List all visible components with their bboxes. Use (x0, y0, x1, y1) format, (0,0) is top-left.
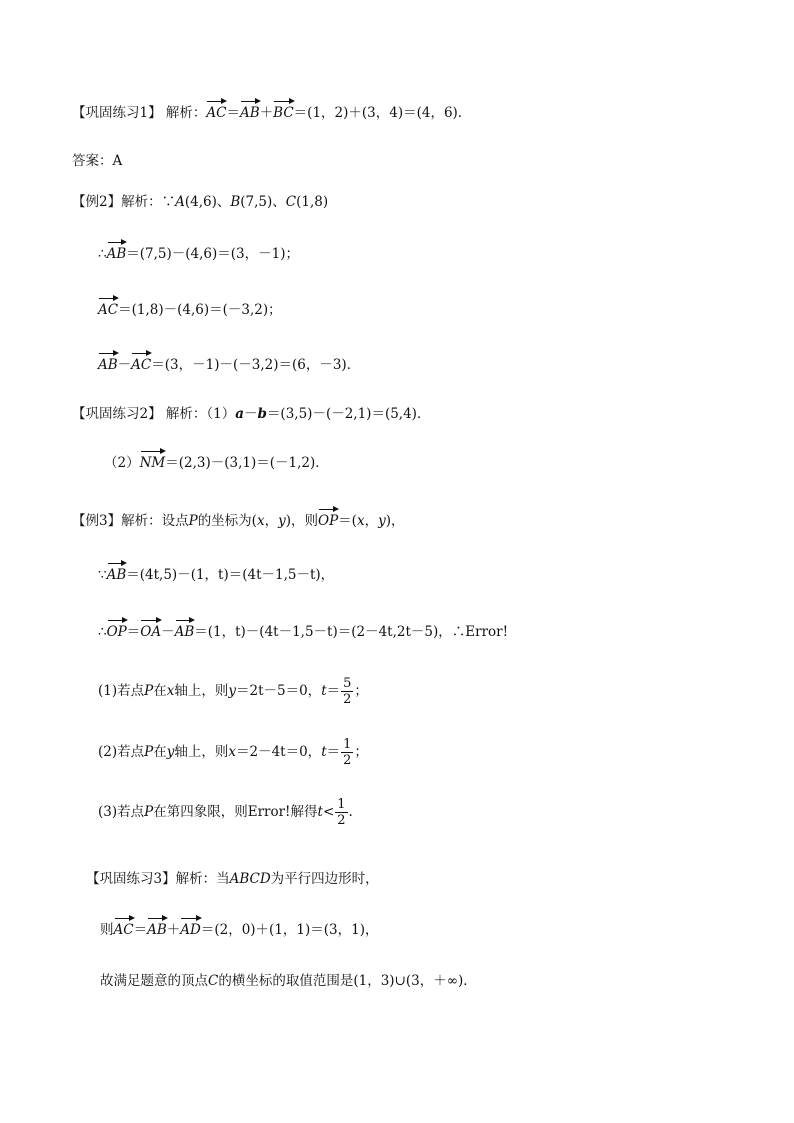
vector-ac: AC (113, 922, 134, 938)
vector-ab: AB (106, 567, 127, 583)
answer-text: 答案：A (72, 153, 123, 169)
fraction: $\frac{1}{2}$ (337, 797, 346, 828)
vector-ad: AD (180, 922, 201, 938)
line-example3: 【例3】解析：设点P的坐标为(x，y)，则OP＝(x，y)， (72, 513, 405, 529)
vector-op: OP (318, 513, 339, 529)
vector-ab: AB (174, 624, 195, 640)
line-practice2-part2: （2）NM＝(2,3)－(3,1)＝(－1,2)． (104, 455, 329, 471)
line-op: ∴OP＝OA－AB＝(1，t)－(4t－1,5－t)＝(2－4t,2t－5)，∴Error! (98, 624, 509, 640)
vector-ac: AC (206, 105, 227, 121)
line-ab: ∴AB＝(7,5)－(4,6)＝(3，－1)； (98, 246, 299, 262)
expression: ＝(1，2)＋(3，4)＝(4，6)． (293, 105, 472, 121)
line-case3: (3)若点P在第四象限，则Error!解得t< $\frac{1}{2}$ . (98, 797, 353, 828)
tag: 【巩固练习3】 (86, 871, 176, 887)
line-practice2: 【巩固练习2】 解析：（1）a－b＝(3,5)－(－2,1)＝(5,4)． (72, 406, 431, 422)
line-case1: (1)若点P在x轴上，则y＝2t－5＝0，t＝ $\frac{5}{2}$ ； (98, 676, 368, 707)
label: 解析： (165, 105, 207, 121)
line-example2: 【例2】解析：∵A(4,6)、B(7,5)、C(1,8) (72, 194, 329, 210)
tag: 【巩固练习1】 (72, 105, 162, 121)
vector-ac: AC (98, 302, 119, 318)
vector-ac: AC (131, 357, 152, 373)
fraction: $\frac{1}{2}$ (343, 737, 352, 768)
tag: 【例3】 (72, 513, 122, 529)
line-ab-param: ∵AB＝(4t,5)－(1，t)＝(4t－1,5－t)， (98, 567, 335, 583)
line-answer (72, 152, 122, 170)
vector-ab: AB (239, 105, 260, 121)
vector-bc: BC (273, 105, 294, 121)
vector-ab: AB (106, 246, 127, 262)
fraction: $\frac{5}{2}$ (343, 676, 352, 707)
line-case2: (2)若点P在y轴上，则x＝2－4t＝0，t＝ $\frac{1}{2}$ ； (98, 737, 368, 768)
line-ac: AC＝(1,8)－(4,6)＝(－3,2)； (98, 302, 282, 318)
line-practice3: 【巩固练习3】解析：当ABCD为平行四边形时， (86, 871, 379, 887)
vector-ab: AB (147, 922, 167, 938)
vector-nm: NM (139, 455, 166, 471)
line-ac-sum: 则AC＝AB＋AD＝(2，0)＋(1，1)＝(3，1)， (100, 922, 379, 938)
tag: 【例2】 (72, 194, 122, 210)
line-practice1: 【巩固练习1】 解析：AC＝AB＋BC＝(1，2)＋(3，4)＝(4，6)． (72, 105, 472, 121)
line-ab-minus-ac: AB－AC＝(3，－1)－(－3,2)＝(6，－3)． (98, 357, 361, 373)
line-range: 故满足题意的顶点C的横坐标的取值范围是(1，3)∪(3，＋∞)． (100, 973, 477, 989)
vector-op: OP (106, 624, 127, 640)
tag: 【巩固练习2】 (72, 406, 162, 422)
vector-ab: AB (98, 357, 118, 373)
vector-oa: OA (140, 624, 162, 640)
